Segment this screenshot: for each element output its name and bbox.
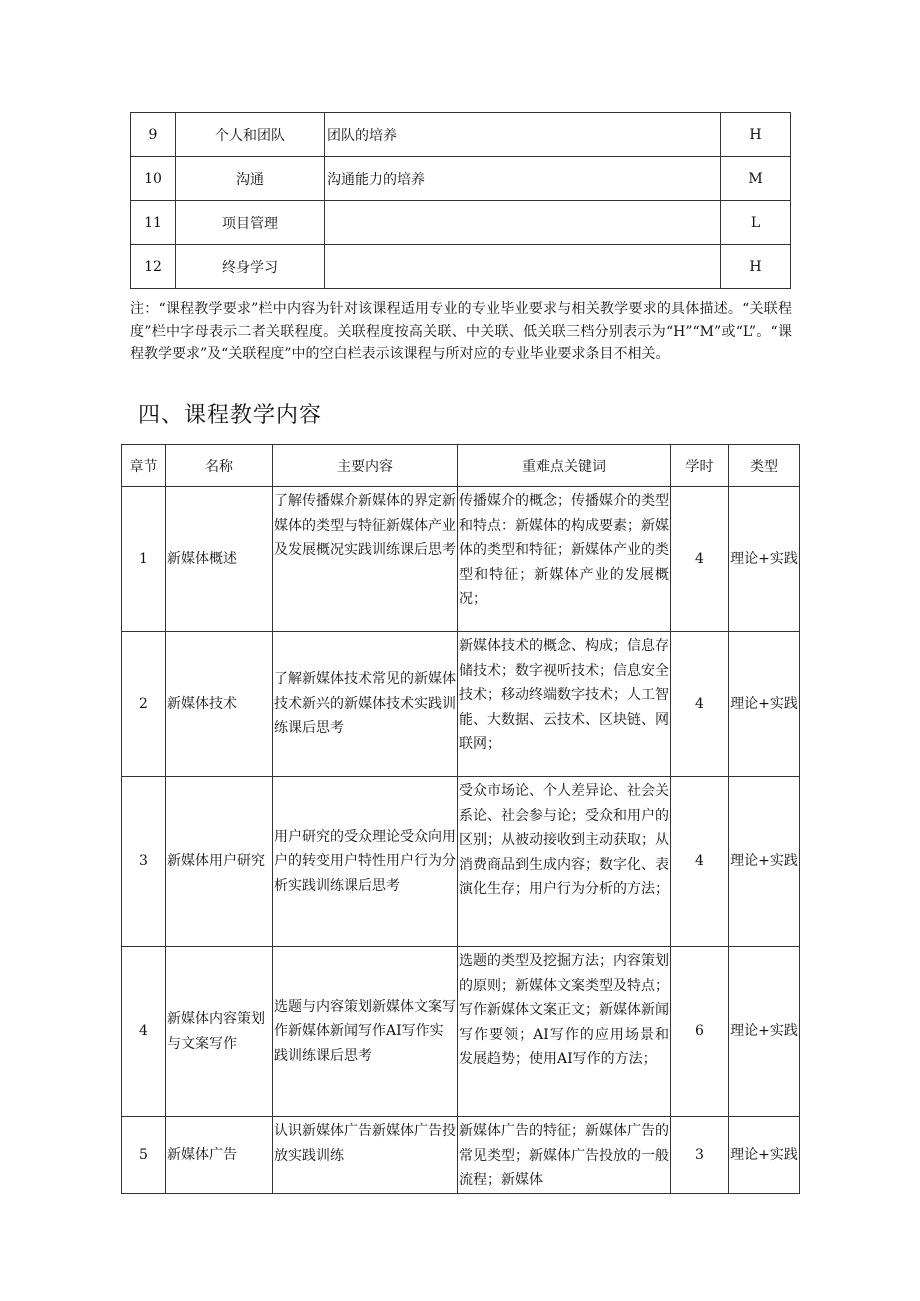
row-number: 12 [131,245,176,289]
relevance-level: M [721,157,791,201]
main-content: 认识新媒体广告新媒体广告投放实践训练 [273,1117,458,1194]
main-content: 选题与内容策划新媒体文案写作新媒体新闻写作AI写作实践训练课后思考 [273,947,458,1117]
key-points: 传播媒介的概念；传播媒介的类型和特点：新媒体的构成要素；新媒体的类型和特征；新媒体产业的类型和特征；新媒体产业的发展概况； [458,487,671,632]
graduation-requirement: 项目管理 [176,201,325,245]
class-hours: 4 [671,487,729,632]
table-row [122,947,800,1117]
course-type: 理论+实践 [729,487,800,632]
course-requirement [325,201,721,245]
row-number: 10 [131,157,176,201]
table-row [131,201,791,245]
relevance-level: L [721,201,791,245]
main-content: 了解传播媒介新媒体的界定新媒体的类型与特征新媒体产业及发展概况实践训练课后思考 [273,487,458,632]
course-requirement: 团队的培养 [325,113,721,157]
key-points: 选题的类型及挖掘方法；内容策划的原则；新媒体文案类型及特点；写作新媒体文案正文；新媒体新闻写作要领；AI写作的应用场景和发展趋势；使用AI写作的方法； [458,947,671,1117]
header-hours: 学时 [671,445,729,487]
chapter-name: 新媒体广告 [166,1117,273,1194]
class-hours: 6 [671,947,729,1117]
table-row [131,113,791,157]
course-type: 理论+实践 [729,947,800,1117]
header-keywords: 重难点关键词 [458,445,671,487]
table-header-row [122,445,800,487]
class-hours: 4 [671,777,729,947]
course-type: 理论+实践 [729,1117,800,1194]
chapter-number: 1 [122,487,166,632]
chapter-name: 新媒体内容策划与文案写作 [166,947,273,1117]
header-main-content: 主要内容 [273,445,458,487]
table-row [122,1117,800,1194]
chapter-number: 4 [122,947,166,1117]
section-title: 四、课程教学内容 [138,403,323,428]
course-requirement: 沟通能力的培养 [325,157,721,201]
key-points: 受众市场论、个人差异论、社会关系论、社会参与论；受众和用户的区别；从被动接收到主动获取；从消费商品到生成内容；数字化、表演化生存；用户行为分析的方法； [458,777,671,947]
chapter-name: 新媒体技术 [166,632,273,777]
table-row [122,487,800,632]
main-content: 用户研究的受众理论受众向用户的转变用户特性用户行为分析实践训练课后思考 [273,777,458,947]
chapter-name: 新媒体用户研究 [166,777,273,947]
key-points: 新媒体广告的特征；新媒体广告的常见类型；新媒体广告投放的一般流程；新媒体 [458,1117,671,1194]
main-content: 了解新媒体技术常见的新媒体技术新兴的新媒体技术实践训练课后思考 [273,632,458,777]
table-row [122,632,800,777]
graduation-requirement: 沟通 [176,157,325,201]
graduation-requirement: 个人和团队 [176,113,325,157]
course-content-table [121,444,800,1194]
requirement-mapping-table [130,112,791,289]
chapter-name: 新媒体概述 [166,487,273,632]
row-number: 9 [131,113,176,157]
chapter-number: 2 [122,632,166,777]
course-requirement [325,245,721,289]
header-chapter: 章节 [122,445,166,487]
course-type: 理论+实践 [729,777,800,947]
course-type: 理论+实践 [729,632,800,777]
relevance-level: H [721,245,791,289]
graduation-requirement: 终身学习 [176,245,325,289]
table-row [131,157,791,201]
table-note: 注：“课程教学要求”栏中内容为针对该课程适用专业的专业毕业要求与相关教学要求的具体描述。“关联程度”栏中字母表示二者关联程度。关联程度按高关联、中关联、低关联三档分别表示为“H”“M”或“L”。“课程教学要求”及“关联程度”中的空白栏表示该课程与所对应的专业毕业要求条目不相关。 [130,301,792,362]
class-hours: 4 [671,632,729,777]
row-number: 11 [131,201,176,245]
chapter-number: 5 [122,1117,166,1194]
relevance-level: H [721,113,791,157]
key-points: 新媒体技术的概念、构成；信息存储技术；数字视听技术；信息安全技术；移动终端数字技术；人工智能、大数据、云技术、区块链、网联网； [458,632,671,777]
header-type: 类型 [729,445,800,487]
chapter-number: 3 [122,777,166,947]
class-hours: 3 [671,1117,729,1194]
table-row [131,245,791,289]
header-name: 名称 [166,445,273,487]
table-row [122,777,800,947]
